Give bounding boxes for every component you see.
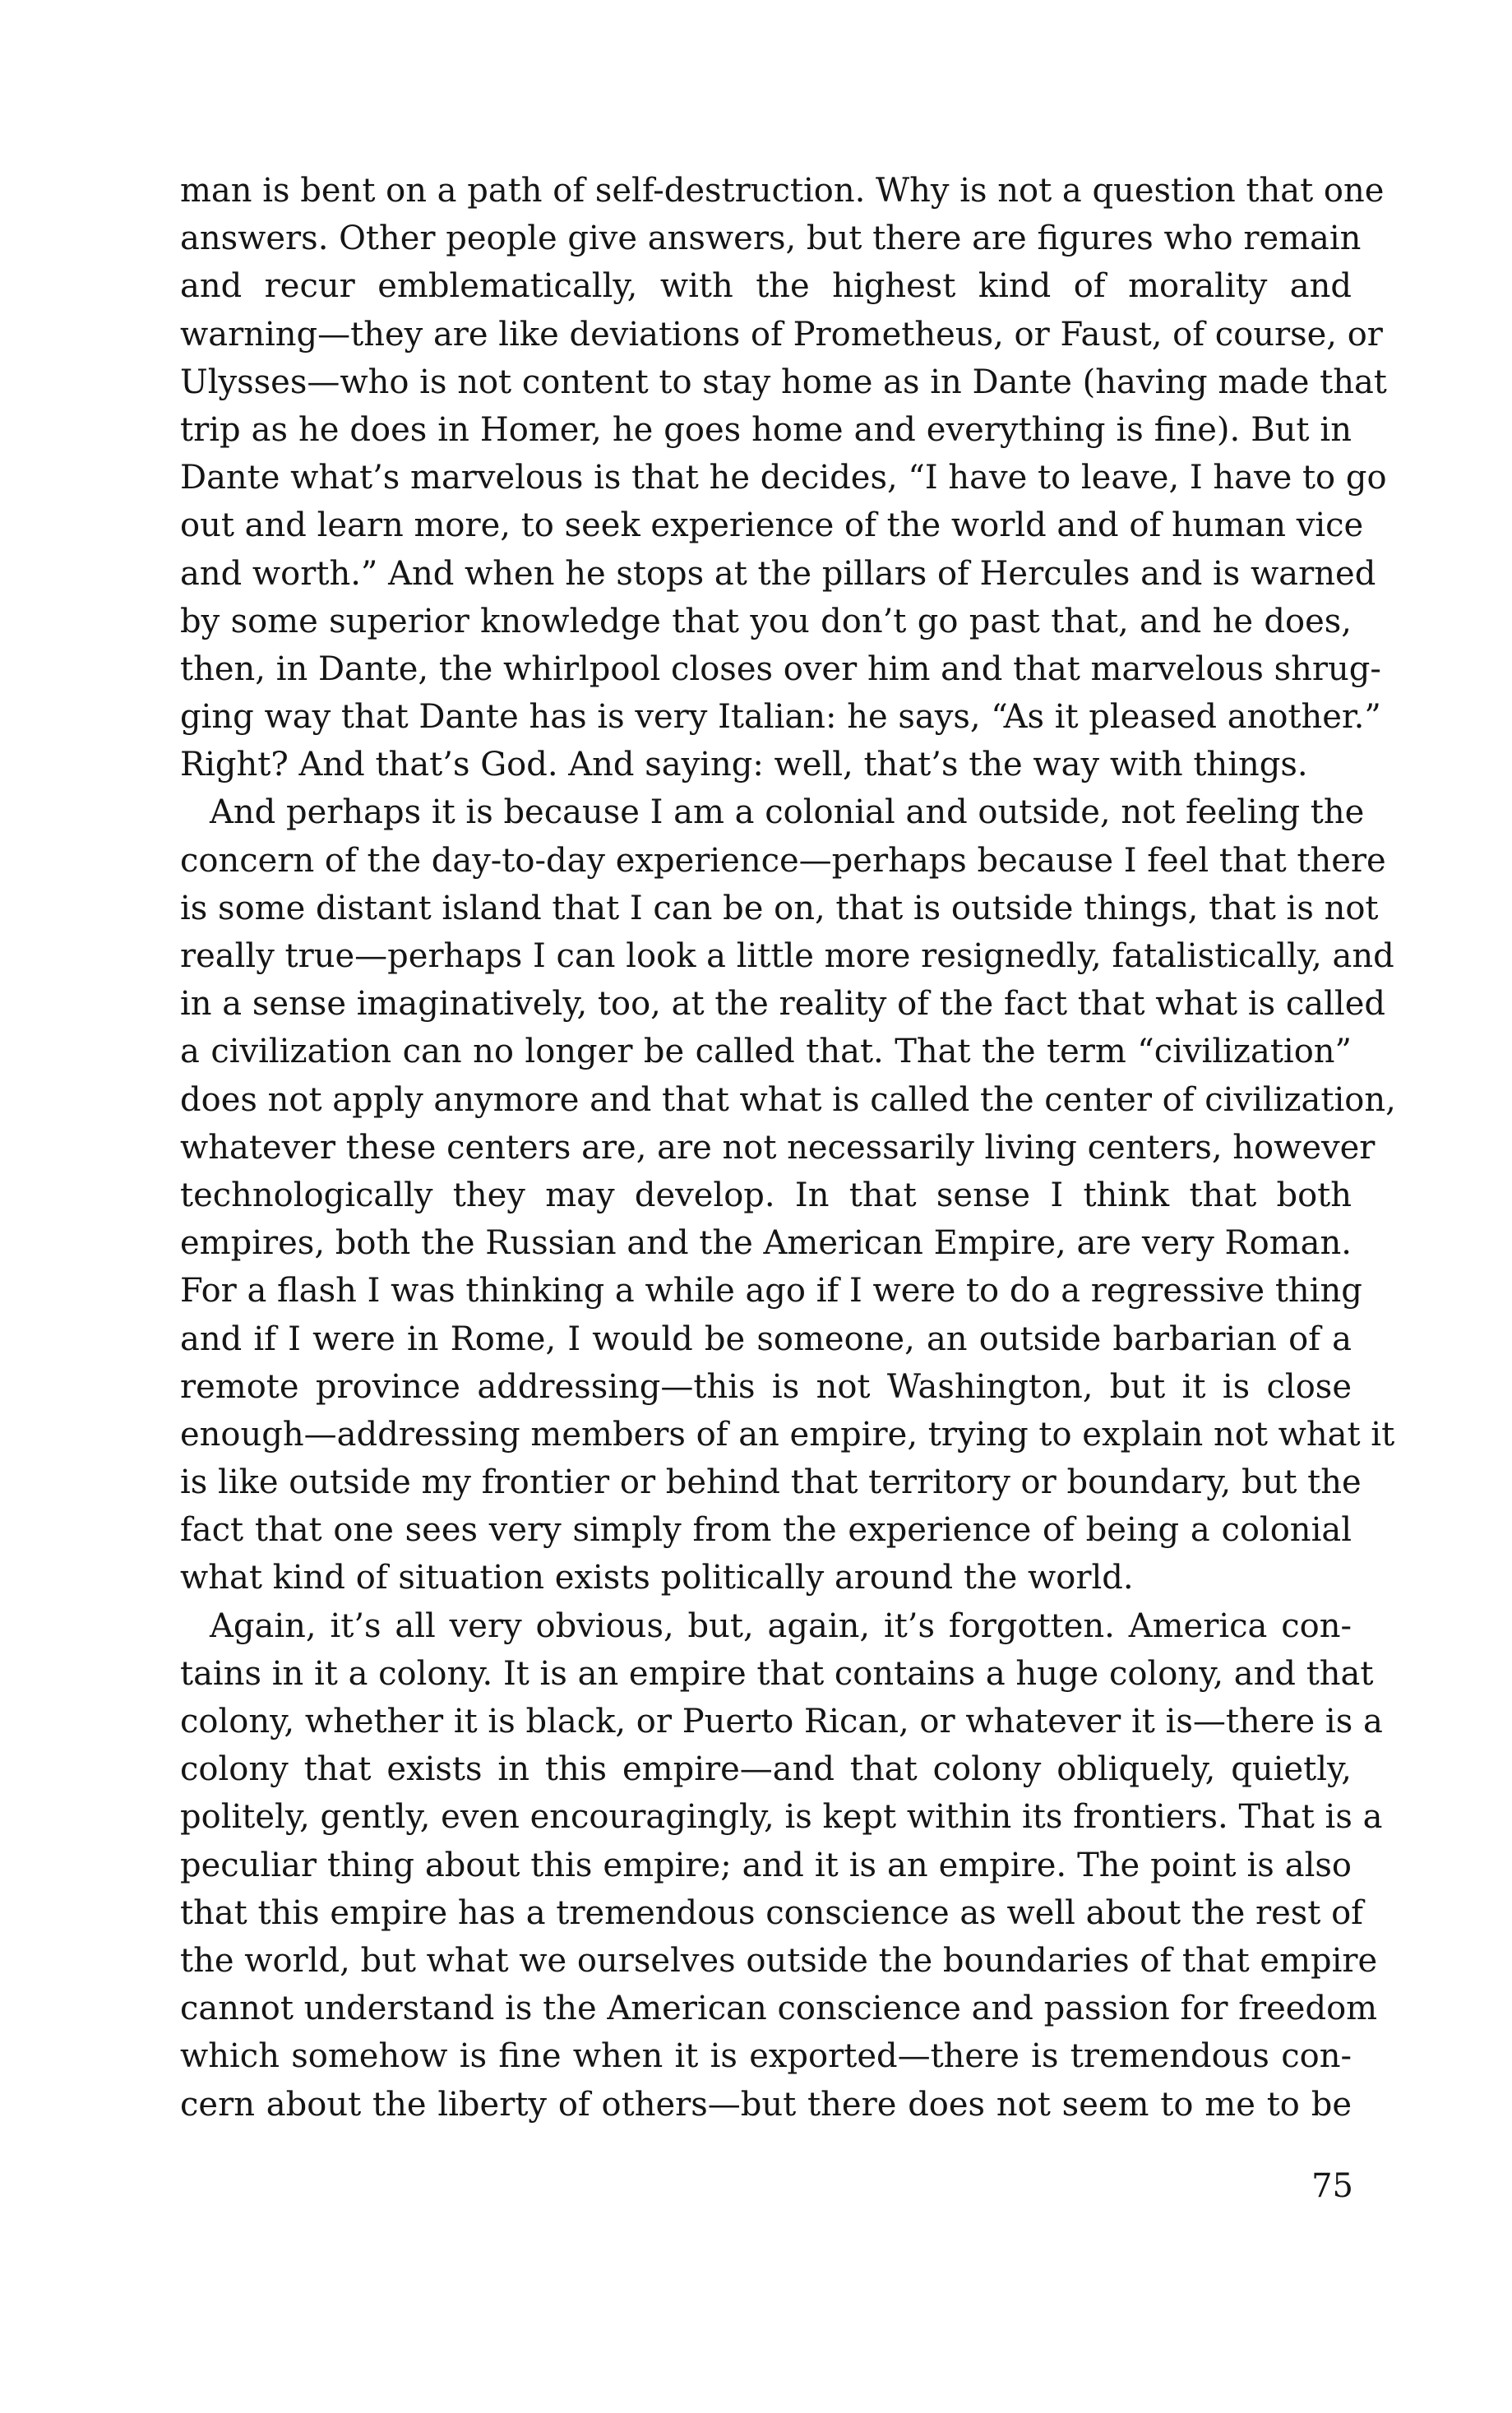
text-line: Again, it’s all very obvious, but, again, it’s forgotten. America con- bbox=[210, 1606, 1352, 1645]
text-line: cannot understand is the American conscience and passion for freedom bbox=[180, 1990, 1378, 2028]
text-line: a civilization can no longer be called that. That the term “civilization” bbox=[180, 1033, 1352, 1071]
text-line: in a sense imaginatively, too, at the reality of the fact that what is called bbox=[180, 985, 1385, 1024]
body-text bbox=[180, 167, 1396, 2129]
text-line: tains in it a colony. It is an empire that contains a huge colony, and that bbox=[180, 1654, 1374, 1693]
text-line: peculiar thing about this empire; and it is an empire. The point is also bbox=[180, 1846, 1352, 1884]
page-number: 75 bbox=[1311, 2167, 1353, 2205]
text-line: technologically they may develop. In that sense I think that both bbox=[180, 1176, 1352, 1214]
text-line: whatever these centers are, are not necessarily living centers, however bbox=[180, 1128, 1376, 1167]
text-line: And perhaps it is because I am a colonial and outside, not feeling the bbox=[210, 793, 1365, 832]
text-line: Ulysses—who is not content to stay home as in Dante (having made that bbox=[180, 363, 1387, 401]
text-line: which somehow is fine when it is exported—there is tremendous con- bbox=[180, 2037, 1352, 2076]
text-line: and if I were in Rome, I would be someone, an outside barbarian of a bbox=[180, 1320, 1352, 1358]
text-line: Dante what’s marvelous is that he decides, “I have to leave, I have to go bbox=[180, 459, 1387, 497]
text-line: empires, both the Russian and the American Empire, are very Roman. bbox=[180, 1224, 1352, 1263]
text-line: trip as he does in Homer, he goes home and everything is fine). But in bbox=[180, 410, 1352, 449]
text-line: man is bent on a path of self-destruction. Why is not a question that one bbox=[180, 172, 1385, 210]
text-line: enough—addressing members of an empire, trying to explain not what it bbox=[180, 1415, 1395, 1454]
text-line: really true—perhaps I can look a little more resignedly, fatalistically, and bbox=[180, 937, 1394, 975]
paragraph-1 bbox=[180, 167, 1387, 788]
text-line: and recur emblematically, with the highest kind of morality and bbox=[180, 267, 1352, 306]
text-line: For a flash I was thinking a while ago if I were to do a regressive thing bbox=[180, 1272, 1362, 1311]
text-line: the world, but what we ourselves outside the boundaries of that empire bbox=[180, 1941, 1378, 1980]
text-line: remote province addressing—this is not Washington, but it is close bbox=[180, 1367, 1352, 1406]
text-line: out and learn more, to seek experience of the world and of human vice bbox=[180, 506, 1364, 545]
text-line: that this empire has a tremendous conscience as well about the rest of bbox=[180, 1893, 1363, 1932]
text-line: concern of the day-to-day experience—perhaps because I feel that there bbox=[180, 841, 1386, 880]
paragraph-3 bbox=[180, 1602, 1383, 2129]
text-line: what kind of situation exists politically around the world. bbox=[180, 1559, 1134, 1597]
text-line: does not apply anymore and that what is called the center of civilization, bbox=[180, 1080, 1396, 1119]
text-line: fact that one sees very simply from the experience of being a colonial bbox=[180, 1511, 1352, 1550]
text-line: and worth.” And when he stops at the pillars of Hercules and is warned bbox=[180, 554, 1376, 593]
text-line: colony that exists in this empire—and that colony obliquely, quietly, bbox=[180, 1750, 1352, 1789]
text-line: by some superior knowledge that you don’t go past that, and he does, bbox=[180, 602, 1352, 640]
text-line: answers. Other people give answers, but there are figures who remain bbox=[180, 220, 1362, 258]
text-line: cern about the liberty of others—but there does not seem to me to be bbox=[180, 2085, 1352, 2124]
text-line: colony, whether it is black, or Puerto Rican, or whatever it is—there is a bbox=[180, 1703, 1383, 1740]
text-line: Right? And that’s God. And saying: well, that’s the way with things. bbox=[180, 746, 1308, 784]
text-line: warning—they are like deviations of Prometheus, or Faust, of course, or bbox=[180, 315, 1383, 354]
text-line: is some distant island that I can be on, that is outside things, that is not bbox=[180, 889, 1379, 927]
text-line: politely, gently, even encouragingly, is kept within its frontiers. That is a bbox=[180, 1798, 1383, 1837]
paragraph-2 bbox=[180, 788, 1396, 1602]
text-line: then, in Dante, the whirlpool closes over him and that marvelous shrug- bbox=[180, 649, 1381, 688]
text-line: is like outside my frontier or behind that territory or boundary, but the bbox=[180, 1463, 1362, 1502]
text-line: ging way that Dante has is very Italian: he says, “As it pleased another.” bbox=[180, 698, 1381, 737]
